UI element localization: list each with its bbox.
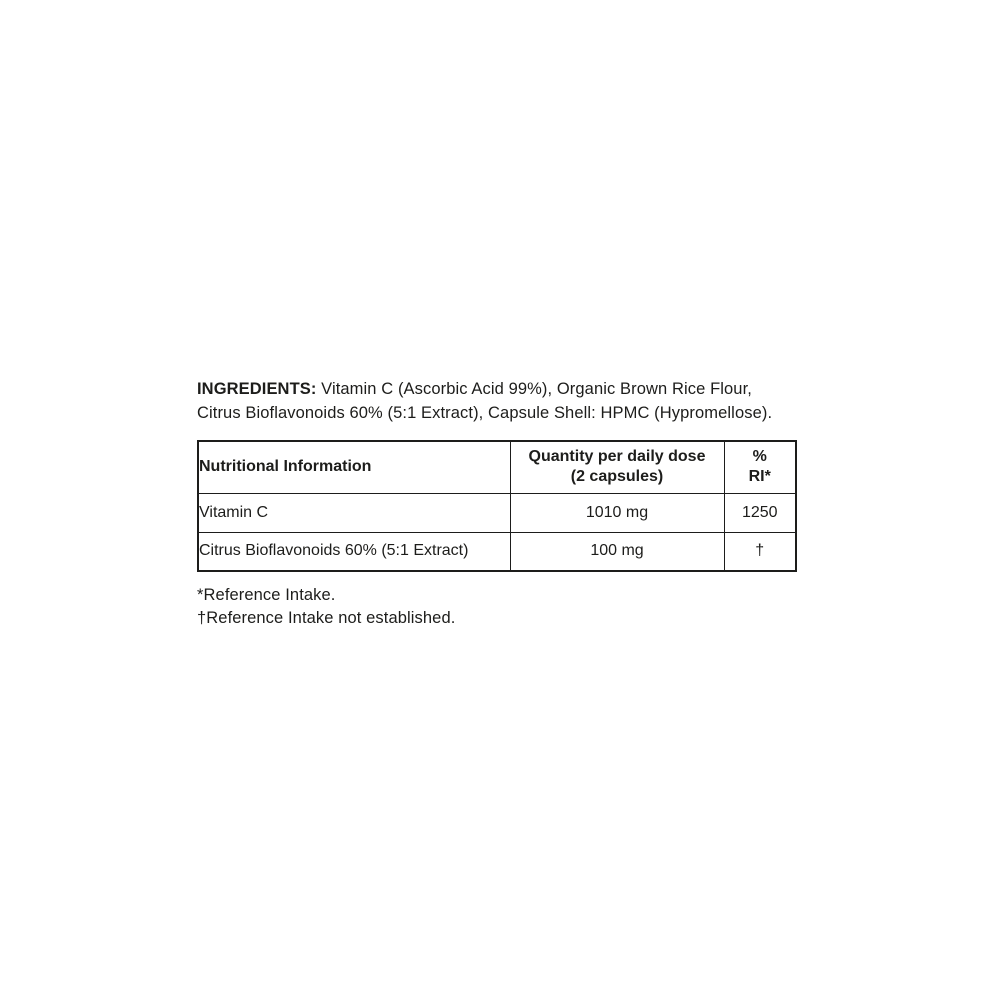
header-quantity-line-1: Quantity per daily dose — [528, 448, 706, 466]
ingredients-paragraph — [197, 377, 803, 425]
nutrient-ri: † — [724, 532, 796, 571]
nutrient-name: Vitamin C — [198, 493, 510, 532]
table-row-vitamin-c — [198, 493, 796, 532]
table-header-row — [198, 441, 796, 493]
header-nutritional-information: Nutritional Information — [198, 441, 510, 493]
footnotes — [197, 584, 803, 630]
ingredients-line-1-text: Vitamin C (Ascorbic Acid 99%), Organic Brown Rice Flour, — [316, 380, 752, 398]
header-quantity-line-2: (2 capsules) — [570, 468, 664, 486]
nutrient-name: Citrus Bioflavonoids 60% (5:1 Extract) — [198, 532, 510, 571]
table-row-citrus-bioflavonoids — [198, 532, 796, 571]
header-percent-line-2: RI* — [748, 468, 771, 486]
ingredients-line-2: Citrus Bioflavonoids 60% (5:1 Extract), Capsule Shell: HPMC (Hypromellose). — [197, 404, 773, 422]
ingredients-label: INGREDIENTS: — [197, 380, 317, 398]
header-percent-ri — [724, 441, 796, 493]
nutrition-label — [197, 377, 803, 630]
header-quantity-per-daily-dose — [510, 441, 724, 493]
nutritional-information-table — [197, 440, 797, 572]
nutrient-quantity: 100 mg — [510, 532, 724, 571]
footnote-reference-intake: *Reference Intake. — [197, 586, 336, 604]
nutrient-quantity: 1010 mg — [510, 493, 724, 532]
nutrient-ri: 1250 — [724, 493, 796, 532]
footnote-ri-not-established: †Reference Intake not established. — [197, 609, 456, 627]
header-percent-line-1: % — [752, 448, 767, 466]
ingredients-line-1 — [197, 377, 803, 401]
